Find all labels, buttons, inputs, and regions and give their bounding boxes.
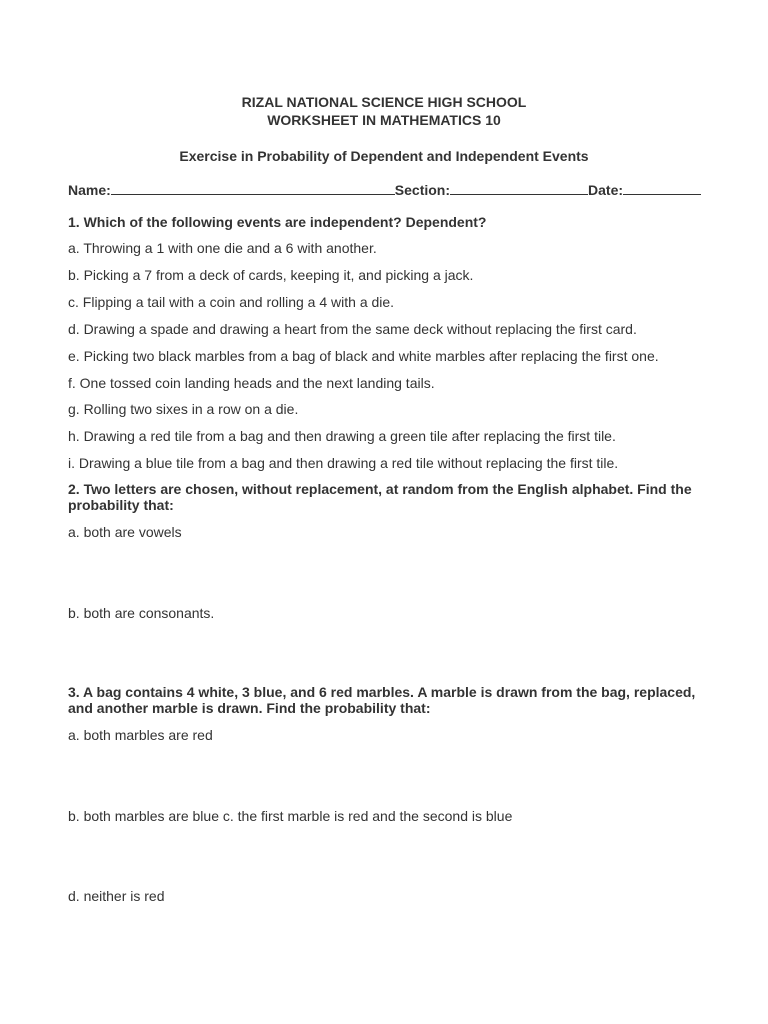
q1-item-b: b. Picking a 7 from a deck of cards, keeping it, and picking a jack. [68, 267, 474, 283]
q1-item-i: i. Drawing a blue tile from a bag and then drawing a red tile without replacing the first tile. [68, 455, 619, 471]
date-label: Date: [588, 182, 624, 198]
question-2-line-1: 2. Two letters are chosen, without replacement, at random from the English alphabet. Find the [68, 481, 692, 497]
q1-item-c: c. Flipping a tail with a coin and rolling a 4 with a die. [68, 294, 395, 310]
q1-item-h: h. Drawing a red tile from a bag and then drawing a green tile after replacing the first tile. [68, 428, 616, 444]
name-field[interactable] [111, 180, 395, 195]
q2-item-b: b. both are consonants. [68, 605, 215, 621]
question-1: 1. Which of the following events are independent? Dependent? [68, 214, 487, 230]
exercise-title: Exercise in Probability of Dependent and Independent Events [179, 148, 589, 164]
student-info-row [68, 180, 701, 198]
school-name: RIZAL NATIONAL SCIENCE HIGH SCHOOL [241, 94, 527, 110]
q2-item-a: a. both are vowels [68, 524, 182, 540]
q1-item-g: g. Rolling two sixes in a row on a die. [68, 401, 299, 417]
q3-item-b-c: b. both marbles are blue c. the first marble is red and the second is blue [68, 808, 513, 824]
section-field[interactable] [450, 180, 588, 195]
q1-item-d: d. Drawing a spade and drawing a heart from the same deck without replacing the first card. [68, 321, 637, 337]
date-field[interactable] [623, 180, 701, 195]
section-label: Section: [394, 182, 451, 198]
q1-item-e: e. Picking two black marbles from a bag of black and white marbles after replacing the first one. [68, 348, 659, 364]
q1-item-a: a. Throwing a 1 with one die and a 6 with another. [68, 240, 377, 256]
name-label: Name: [68, 182, 111, 198]
q3-item-a: a. both marbles are red [68, 727, 213, 743]
q3-item-d: d. neither is red [68, 888, 165, 904]
question-3-line-2: and another marble is drawn. Find the probability that: [68, 700, 431, 716]
question-3-line-1: 3. A bag contains 4 white, 3 blue, and 6 red marbles. A marble is drawn from the bag, replaced, [68, 684, 696, 700]
worksheet-title: WORKSHEET IN MATHEMATICS 10 [267, 112, 501, 128]
question-2-line-2: probability that: [68, 497, 174, 513]
q1-item-f: f. One tossed coin landing heads and the next landing tails. [68, 375, 435, 391]
